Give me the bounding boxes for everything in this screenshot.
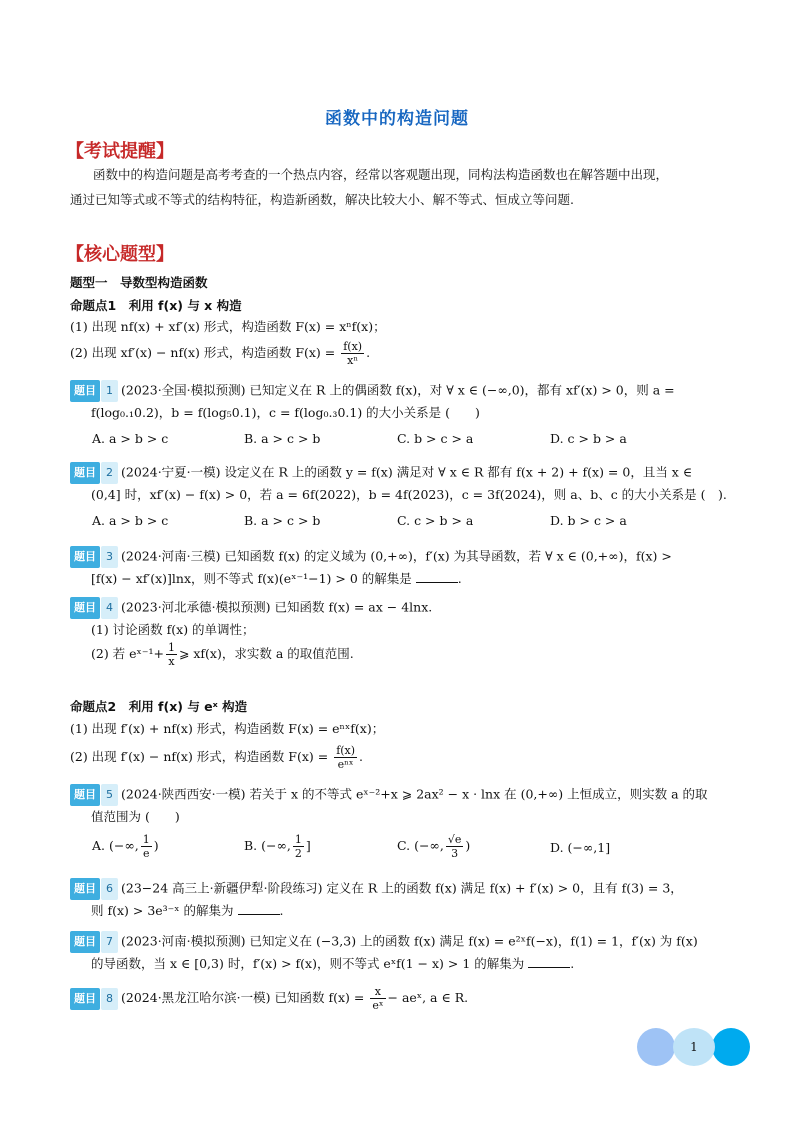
section-core: 【核心题型】 [66, 244, 174, 265]
section-exam-tip: 【考试提醒】 [66, 141, 174, 162]
option-c: C. b > c > a [397, 431, 474, 446]
point1-rule2: (2) 出现 xf′(x) − nf(x) 形式，构造函数 F(x) = $\frac{f(x)}{\text{xⁿ}}$ . [70, 340, 371, 367]
question-tag: 题目 [70, 784, 100, 806]
question-6-line-2: 则 f(x) > 3e³⁻ˣ 的解集为 . [91, 903, 284, 918]
question-8: 题目 8 (2024·黑龙江哈尔滨·一模) 已知函数 f(x) = $\frac{x}{\text{eˣ}}$ − aeˣ, a ∈ R. [70, 985, 468, 1012]
option-d: D. (−∞,1] [550, 840, 611, 855]
question-number: 8 [101, 988, 118, 1010]
fraction: $\frac{1}{x}$ [167, 641, 175, 668]
fraction: $\frac{√e}{3}$ [447, 833, 462, 860]
point2-rule2: (2) 出现 f′(x) − nf(x) 形式，构造函数 F(x) = $\frac{f(x)}{\text{eⁿˣ}}$ . [70, 744, 364, 771]
fraction: $\frac{1}{e}$ [142, 833, 150, 860]
question-number: 3 [101, 546, 118, 568]
question-4-sub-1: (1) 讨论函数 f(x) 的单调性； [91, 622, 255, 637]
question-tag: 题目 [70, 988, 100, 1010]
option-d: D. b > c > a [550, 513, 627, 528]
answer-blank [416, 570, 458, 583]
fraction: $\frac{f(x)}{\text{xⁿ}}$ [343, 340, 363, 367]
question-7: 题目 7 (2023·河南·模拟预测) 已知定义在 (−3,3) 上的函数 f(x) 满足 f(x) = e²ˣf(−x)，f(1) = 1，f′(x) 为 f(x) [70, 931, 698, 953]
option-d: D. c > b > a [550, 431, 627, 446]
fraction: $\frac{f(x)}{\text{eⁿˣ}}$ [336, 744, 356, 771]
answer-blank [238, 902, 280, 915]
intro-line-2: 通过已知等式或不等式的结构特征，构造新函数，解决比较大小、解不等式、恒成立等问题. [70, 192, 574, 207]
option-c: C. (−∞, $\frac{√e}{3}$ ) [397, 833, 471, 860]
question-tag: 题目 [70, 380, 100, 402]
answer-blank [528, 955, 570, 968]
point1-rule1: (1) 出现 nf(x) + xf′(x) 形式，构造函数 F(x) = xⁿf(x)； [70, 319, 386, 334]
point1-heading: 命题点1 利用 f(x) 与 x 构造 [70, 298, 242, 313]
question-tag: 题目 [70, 462, 100, 484]
question-number: 5 [101, 784, 118, 806]
option-a: A. (−∞, $\frac{1}{e}$ ) [92, 833, 159, 860]
type-heading: 题型一 导数型构造函数 [70, 275, 208, 290]
question-3: 题目 3 (2024·河南·三模) 已知函数 f(x) 的定义域为 (0,+∞)，f′(x) 为其导函数，若 ∀ x ∈ (0,+∞)，f(x) > [70, 546, 672, 568]
question-number: 1 [101, 380, 118, 402]
question-2-line-2: (0,4] 时，xf′(x) − f(x) > 0，若 a = 6f(2022)，b = 4f(2023)，c = 3f(2024)，则 a、b、c 的大小关系是 ( ). [91, 487, 727, 502]
question-number: 4 [101, 597, 118, 619]
question-5: 题目 5 (2024·陕西西安·一模) 若关于 x 的不等式 eˣ⁻²+x ⩾ 2ax² − x · lnx 在 (0,+∞) 上恒成立，则实数 a 的取 [70, 784, 708, 806]
page-number: 1 [690, 1040, 698, 1054]
question-7-line-2: 的导函数，当 x ∈ [0,3) 时，f′(x) > f(x)，则不等式 eˣf(1 − x) > 1 的解集为 . [91, 956, 575, 971]
question-2: 题目 2 (2024·宁夏·一模) 设定义在 R 上的函数 y = f(x) 满足对 ∀ x ∈ R 都有 f(x + 2) + f(x) = 0，且当 x ∈ [70, 462, 692, 484]
question-1-line-2: f(log₀.₁0.2)，b = f(log₅0.1)，c = f(log₀.₃0.1) 的大小关系是 ( ) [91, 405, 480, 420]
point2-rule1: (1) 出现 f′(x) + nf(x) 形式，构造函数 F(x) = eⁿˣf(x)； [70, 721, 385, 736]
point2-heading: 命题点2 利用 f(x) 与 eˣ 构造 [70, 699, 248, 714]
question-6: 题目 6 (23−24 高三上·新疆伊犁·阶段练习) 定义在 R 上的函数 f(x) 满足 f(x) + f′(x) > 0，且有 f(3) = 3， [70, 878, 683, 900]
fraction: $\frac{x}{\text{eˣ}}$ [372, 985, 384, 1012]
question-4: 题目 4 (2023·河北承德·模拟预测) 已知函数 f(x) = ax − 4lnx. [70, 597, 432, 619]
question-tag: 题目 [70, 878, 100, 900]
question-4-sub-2: (2) 若 eˣ⁻¹+ $\frac{1}{x}$ ⩾ xf(x)，求实数 a 的取值范围. [91, 641, 354, 668]
option-c: C. c > b > a [397, 513, 474, 528]
option-b: B. (−∞, $\frac{1}{2}$ ] [244, 833, 311, 860]
page-decor-circle-right [712, 1028, 750, 1066]
option-a: A. a > b > c [92, 431, 169, 446]
page-title: 函数中的构造问题 [325, 109, 469, 129]
fraction: $\frac{1}{2}$ [294, 833, 302, 860]
option-a: A. a > b > c [92, 513, 169, 528]
question-number: 2 [101, 462, 118, 484]
question-tag: 题目 [70, 931, 100, 953]
question-1: 题目 1 (2023·全国·模拟预测) 已知定义在 R 上的偶函数 f(x)，对 ∀ x ∈ (−∞,0)，都有 xf′(x) > 0，则 a = [70, 380, 675, 402]
question-3-line-2: [f(x) − xf′(x)]lnx，则不等式 f(x)(eˣ⁻¹−1) > 0 的解集是 . [91, 571, 462, 586]
page-decor-circle-left [637, 1028, 675, 1066]
option-b: B. a > c > b [244, 431, 321, 446]
question-tag: 题目 [70, 546, 100, 568]
question-5-line-2: 值范围为 ( ) [91, 809, 180, 824]
question-number: 7 [101, 931, 118, 953]
intro-line-1: 函数中的构造问题是高考考查的一个热点内容，经常以客观题出现，同构法构造函数也在解答题中出现， [93, 167, 669, 182]
question-tag: 题目 [70, 597, 100, 619]
question-number: 6 [101, 878, 118, 900]
option-b: B. a > c > b [244, 513, 321, 528]
